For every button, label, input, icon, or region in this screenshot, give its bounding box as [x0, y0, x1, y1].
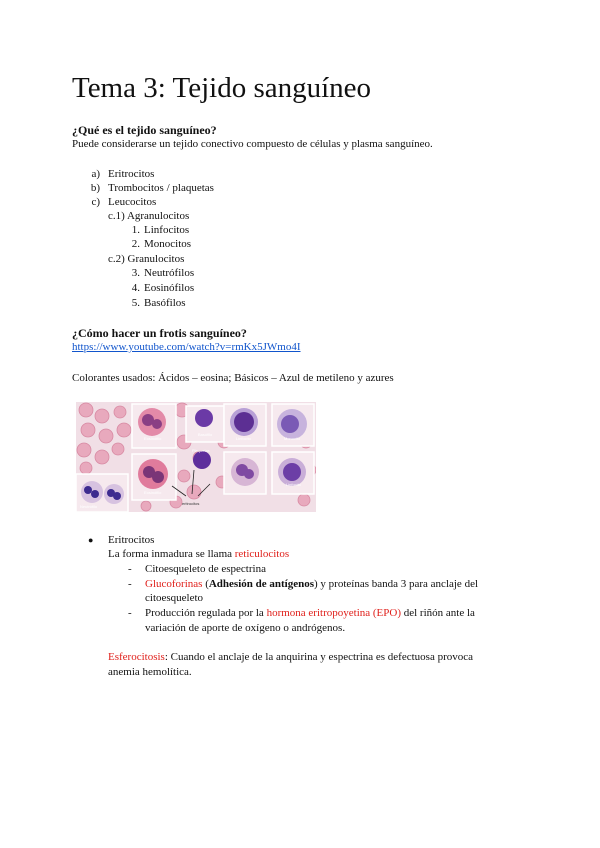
figure-label-plaquetas: Plaquetas — [192, 448, 210, 453]
sublist-marker: 5. — [131, 297, 140, 309]
list-item-trombocitos: Trombocitos / plaquetas — [108, 182, 214, 194]
dash-marker: - — [128, 578, 132, 590]
bullet-icon: ● — [88, 535, 94, 545]
esferocitosis-line1 — [108, 650, 473, 664]
list-marker-c: c) — [91, 196, 100, 208]
sublist-label-agranulocitos: c.1) Agranulocitos — [108, 210, 190, 222]
blood-cells-illustration — [76, 402, 316, 512]
list-marker-a: a) — [91, 168, 100, 180]
figure-label-eosinofilo: Eosinófilo — [144, 436, 162, 441]
item-produccion-line1 — [145, 606, 475, 620]
basophil-cell — [195, 409, 213, 427]
youtube-link[interactable]: https://www.youtube.com/watch?v=rmKx5JWmo4I — [72, 341, 301, 353]
sublist-marker: 2. — [131, 238, 140, 250]
section-heading-frotis: ¿Cómo hacer un frotis sanguíneo? — [72, 326, 247, 340]
list-item-leucocitos: Leucocitos — [108, 196, 157, 208]
epo-term: hormona eritropoyetina (EPO) — [266, 607, 401, 619]
glucoforinas-term: Glucoforinas — [145, 578, 203, 590]
figure-label-monocito: Monocito — [284, 436, 301, 441]
esferocitosis-line2: anemia hemolítica. — [108, 666, 192, 678]
list-item-eritrocitos: Eritrocitos — [108, 168, 155, 180]
figure-label-linfocito: Linfocito — [236, 436, 251, 441]
page-title: Tema 3: Tejido sanguíneo — [72, 72, 372, 104]
figure-label-eosinofilo-2: Eosinófilo — [144, 490, 162, 495]
eritrocitos-heading: Eritrocitos — [108, 534, 155, 546]
glucoforinas-rest: ) y proteínas banda 3 para anclaje del — [314, 578, 479, 590]
adhesion-antigenos-bold: Adhesión de antígenos — [208, 578, 314, 590]
produccion-rest: del riñón ante la — [400, 607, 475, 619]
item-produccion-line2: variación de aporte de oxígeno o andrógenos. — [145, 622, 346, 634]
list-marker-b: b) — [90, 182, 100, 194]
produccion-prefix: Producción regulada por la — [145, 607, 267, 619]
figure-label-linfocito-2: Linfocito — [286, 482, 301, 487]
item-glucoforinas-line1 — [145, 577, 478, 591]
platelet-cluster — [193, 451, 211, 469]
figure-label-basofilo: Basófilo — [198, 432, 213, 437]
item-citoesqueleto: Citoesqueleto de espectrina — [145, 563, 266, 575]
colorantes-text: Colorantes usados: Ácidos – eosina; Básicos – Azul de metileno y azures — [72, 372, 394, 384]
esferocitosis-rest: : Cuando el anclaje de la anquirina y espectrina es defectuosa provoca — [164, 651, 473, 663]
sublist-marker: 4. — [131, 282, 140, 294]
item-glucoforinas-line2: citoesqueleto — [145, 592, 204, 604]
esferocitosis-term: Esferocitosis — [108, 651, 165, 663]
dash-marker: - — [128, 563, 132, 575]
sublist-item-monocitos: Monocitos — [144, 238, 192, 250]
sublist-marker: 3. — [131, 267, 140, 279]
section-text-definicion: Puede considerarse un tejido conectivo compuesto de células y plasma sanguíneo. — [72, 138, 433, 150]
sublist-item-linfocitos: Linfocitos — [144, 224, 190, 236]
reticulocitos-term: reticulocitos — [234, 548, 290, 560]
sublist-marker: 1. — [131, 224, 140, 236]
figure-label-eritrocitos: eritrocitos — [182, 501, 200, 506]
sublist-item-eosinofilos: Eosinófilos — [144, 282, 195, 294]
forma-prefix: La forma inmadura se llama — [108, 548, 235, 560]
forma-inmadura-line — [108, 547, 289, 561]
paren-open: ( — [202, 578, 209, 590]
sublist-item-basofilos: Basófilos — [144, 297, 186, 309]
sublist-item-neutrofilos: Neutrófilos — [144, 267, 195, 279]
dash-marker: - — [128, 607, 132, 619]
section-heading-que-es: ¿Qué es el tejido sanguíneo? — [72, 123, 217, 137]
blood-cells-figure — [76, 402, 316, 512]
figure-label-neutrofilo: Neutrófilo — [80, 504, 98, 509]
sublist-label-granulocitos: c.2) Granulocitos — [108, 253, 185, 265]
